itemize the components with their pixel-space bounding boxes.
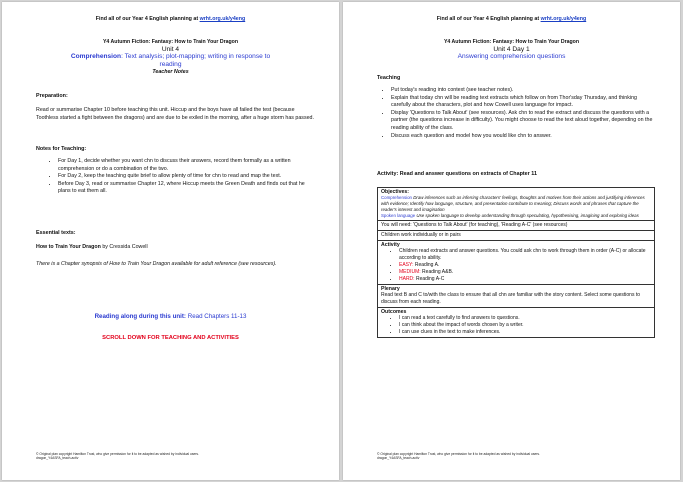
day-focus: Answering comprehension questions bbox=[457, 53, 566, 60]
level-label: EASY: bbox=[399, 262, 414, 269]
outcome-item: • I can use clues in the text to make inferences. bbox=[399, 329, 651, 336]
outcome-item: • I can think about the impact of words chosen by a writer. bbox=[399, 322, 651, 329]
unit-day: Unit 4 Day 1 bbox=[493, 46, 530, 53]
unit-title: Y4 Autumn Fiction: Fantasy: How to Train Your Dragon bbox=[443, 39, 580, 45]
footer-copyright: © Original plan copyright Hamilton Trust, who give permission for it to be adapted as wished by individual users. bbox=[377, 452, 540, 456]
preparation-heading: Preparation: bbox=[36, 93, 68, 99]
level-text: Reading A&B. bbox=[420, 269, 454, 276]
header-text: Find all of our Year 4 English planning at bbox=[95, 16, 200, 22]
spoken-language-label: Spoken language bbox=[381, 213, 416, 219]
teaching-item: • Discuss each question and model how you would like chn to answer. bbox=[391, 133, 658, 141]
unit-title-block bbox=[2, 39, 339, 75]
activity-heading: Activity: Read and answer questions on extracts of Chapter 11 bbox=[377, 171, 537, 177]
scroll-down-note: SCROLL DOWN FOR TEACHING AND ACTIVITIES bbox=[102, 335, 239, 341]
objectives-heading: Objectives: bbox=[381, 189, 409, 195]
page-header bbox=[343, 16, 680, 22]
essential-texts-heading: Essential texts: bbox=[36, 230, 76, 236]
teacher-notes-label: Teacher Notes bbox=[152, 69, 189, 75]
outcomes-cell bbox=[378, 308, 654, 337]
level-label: HARD: bbox=[399, 276, 415, 282]
document-page-left bbox=[2, 2, 339, 480]
footer-filename: dragon_Y4ASFA_teach-activ bbox=[36, 456, 79, 461]
day-title-block bbox=[343, 39, 680, 61]
level-easy bbox=[399, 262, 651, 269]
activity-item: • Children read extracts and answer questions. You could ask chn to work through them in order (A-C) or allocate according to ability. bbox=[399, 248, 651, 262]
unit-focus-text: : Text analysis; plot-mapping; writing in response to bbox=[121, 53, 271, 60]
book-author: by Cressida Cowell bbox=[100, 244, 148, 250]
essential-text bbox=[36, 243, 148, 251]
header-text: Find all of our Year 4 English planning at bbox=[436, 16, 541, 22]
page-footer bbox=[377, 452, 660, 461]
unit-focus-label: Comprehension bbox=[70, 53, 122, 60]
note-item: • For Day 2, keep the teaching quite brief to allow plenty of time for chn to read and map the text. bbox=[58, 173, 315, 181]
book-title: How to Train Your Dragon bbox=[36, 244, 101, 250]
notes-heading: Notes for Teaching: bbox=[36, 146, 87, 152]
reading-along-chapters: Read Chapters 11-13 bbox=[186, 313, 247, 320]
outcomes-label: Outcomes bbox=[381, 308, 407, 315]
unit-focus-text-cont: reading bbox=[159, 61, 182, 68]
preparation-text: Read or summarise Chapter 10 before teaching this unit. Hiccup and the boys have all failed the test (because Toothless started a fight between the dragons) and are due to be exiled in the morning, after a huge storm has passed. bbox=[36, 107, 314, 122]
comprehension-label: Comprehension bbox=[381, 195, 412, 200]
plenary-label: Plenary bbox=[381, 285, 400, 292]
level-medium bbox=[399, 269, 651, 276]
grouping-note: Children work individually or in pairs bbox=[378, 231, 654, 241]
teaching-item: • Display 'Questions to Talk About' (see resources). Ask chn to read the extract and discuss the questions with a partner (the questions increase in difficulty). You might choose to read the text aloud together, depending on the reading ability of the class. bbox=[391, 110, 658, 133]
teaching-heading: Teaching bbox=[377, 75, 401, 81]
unit-number: Unit 4 bbox=[161, 46, 180, 53]
page-footer bbox=[36, 452, 319, 461]
planning-link[interactable]: wrht.org.uk/y4eng bbox=[199, 16, 246, 22]
plenary-text: Read text B and C to/with the class to ensure that all chn are familiar with the story content. Select some questions to discuss from each reading. bbox=[381, 291, 641, 305]
planning-link[interactable]: wrht.org.uk/y4eng bbox=[540, 16, 587, 22]
lesson-plan-table bbox=[377, 187, 655, 338]
level-text: Reading A-C bbox=[414, 276, 445, 282]
reading-along bbox=[2, 313, 339, 320]
page-header bbox=[2, 16, 339, 22]
activity-cell bbox=[378, 241, 654, 285]
notes-list bbox=[36, 158, 315, 196]
unit-focus bbox=[2, 53, 339, 61]
activity-label: Activity bbox=[381, 242, 400, 249]
level-label: MEDIUM: bbox=[399, 269, 421, 276]
resources-needed: You will need: 'Questions to Talk About' (for teaching), 'Reading A-C' (see resources) bbox=[378, 221, 654, 231]
unit-title: Y4 Autumn Fiction: Fantasy: How to Train Your Dragon bbox=[102, 39, 239, 45]
document-page-right bbox=[343, 2, 680, 480]
level-hard bbox=[399, 276, 651, 283]
comprehension-objective: Draw inferences such as inferring characters' feelings, thoughts and motives from their actions and justifying inferences with evidence; Identify how language, structure, and presentation contribute to meaning; Discuss words and phrases that capture the reader's interest and imagination bbox=[381, 195, 645, 213]
synopsis-note: There is a Chapter synopsis of How to Train Your Dragon available for adult reference (see resources). bbox=[36, 261, 277, 267]
reading-along-label: Reading along during this unit: bbox=[94, 313, 186, 320]
objectives-cell bbox=[378, 188, 654, 221]
footer-copyright: © Original plan copyright Hamilton Trust, who give permission for it to be adapted as wished by individual users. bbox=[36, 452, 199, 456]
teaching-list bbox=[377, 87, 658, 140]
note-item: • Before Day 3, read or summarise Chapter 12, where Hiccup meets the Green Death and finds out that he plans to eat them all. bbox=[58, 181, 315, 196]
teaching-item: • Explain that today chn will be reading text extracts which follow on from Thor'sday Thursday, and thinking carefully about the characters, plot and how Cowell uses language for impact. bbox=[391, 95, 658, 110]
outcome-item: • I can read a text carefully to find answers to questions. bbox=[399, 315, 651, 322]
note-item: • For Day 1, decide whether you want chn to discuss their answers, record them formally as a written comprehension or do a combination of the two. bbox=[58, 158, 315, 173]
footer-filename: dragon_Y4ASFA_teach-activ bbox=[377, 456, 420, 461]
plenary-cell bbox=[378, 285, 654, 308]
teaching-item: • Put today's reading into context (see teacher notes). bbox=[391, 87, 658, 95]
spoken-language-objective: Use spoken language to develop understanding through speculating, hypothesising, imagining and exploring ideas bbox=[415, 213, 639, 219]
level-text: Reading A. bbox=[413, 262, 440, 269]
